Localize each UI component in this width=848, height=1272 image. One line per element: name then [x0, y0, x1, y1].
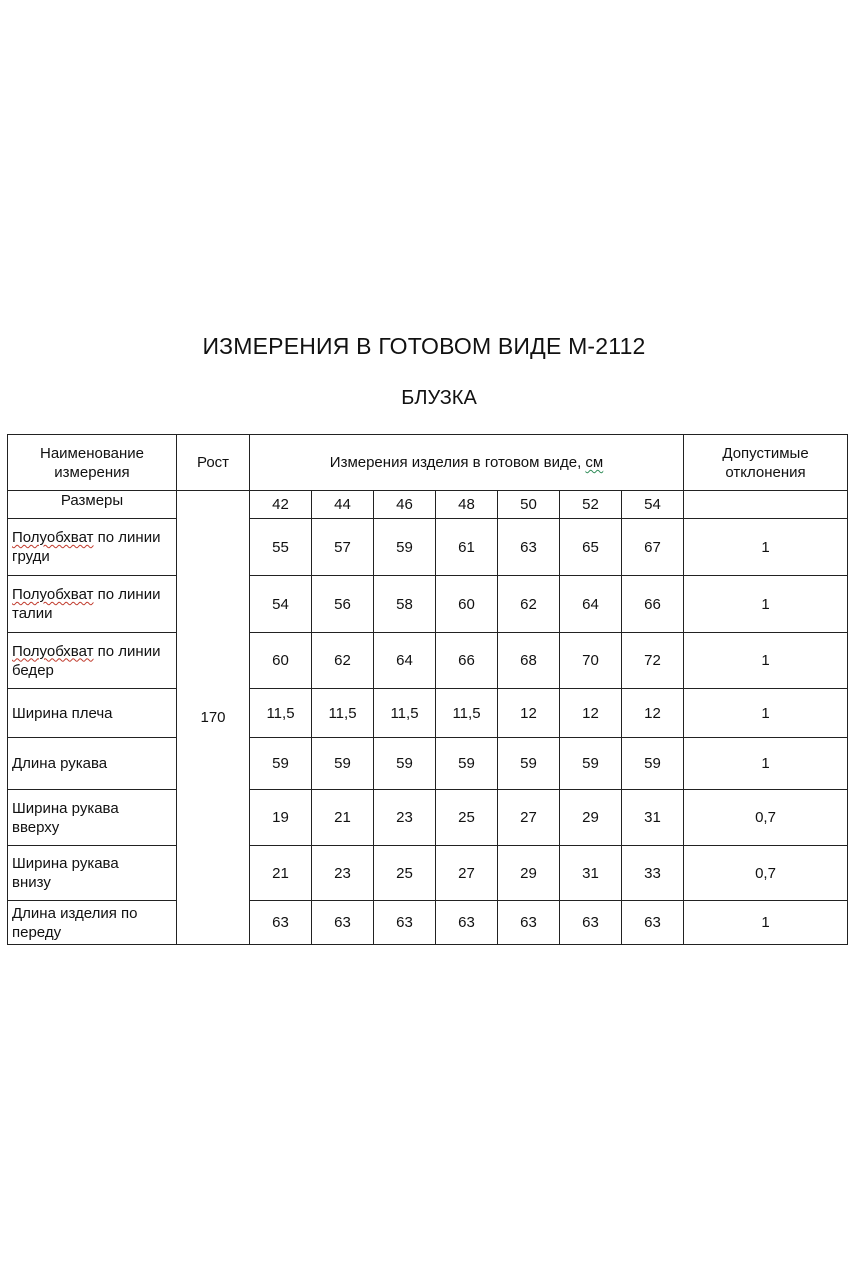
- measurement-name-line2: переду: [12, 923, 62, 941]
- measurement-value-cell: 21: [250, 846, 312, 901]
- measurement-value-cell: 68: [498, 633, 560, 689]
- measurement-value-cell: 62: [312, 633, 374, 689]
- measurement-value-cell: 63: [312, 901, 374, 945]
- measurement-value-cell: 19: [250, 790, 312, 846]
- sizes-row: [8, 491, 848, 519]
- header-height-label: Рост: [196, 454, 230, 471]
- measurement-value-cell: 23: [312, 846, 374, 901]
- measurement-name-line1: [12, 904, 176, 923]
- measurement-row: [8, 738, 848, 790]
- measurement-name-text: Ширина рукава: [12, 855, 119, 872]
- measurement-value-cell: 12: [622, 689, 684, 738]
- size-cell: 46: [374, 491, 436, 519]
- measurement-value-cell: 63: [622, 901, 684, 945]
- measurement-value-cell: 59: [560, 738, 622, 790]
- measurement-value-cell: 63: [436, 901, 498, 945]
- measurement-value-cell: 31: [622, 790, 684, 846]
- measurement-value-cell: 64: [374, 633, 436, 689]
- size-cell: 52: [560, 491, 622, 519]
- measurement-name-line1: [12, 585, 176, 604]
- header-measurements-cell: [250, 435, 684, 491]
- header-name-cell: [8, 435, 177, 491]
- tolerance-empty-cell: [684, 491, 848, 519]
- measurement-value-cell: 60: [436, 576, 498, 633]
- measurement-name-rest: по линии: [93, 529, 161, 546]
- measurement-value-cell: 59: [312, 738, 374, 790]
- measurement-value-cell: 63: [374, 901, 436, 945]
- measurement-row: [8, 519, 848, 576]
- measurement-name-cell: [8, 901, 177, 945]
- size-cell: 54: [622, 491, 684, 519]
- tolerance-value-cell: 0,7: [684, 790, 848, 846]
- measurement-value-cell: 70: [560, 633, 622, 689]
- measurement-value-cell: 65: [560, 519, 622, 576]
- measurement-row: [8, 689, 848, 738]
- measurements-table: [7, 434, 848, 945]
- measurement-value-cell: 25: [374, 846, 436, 901]
- measurement-value-cell: 58: [374, 576, 436, 633]
- measurement-value-cell: 33: [622, 846, 684, 901]
- page-subtitle: БЛУЗКА: [401, 387, 477, 409]
- size-cell: 42: [250, 491, 312, 519]
- measurement-name-cell: [8, 633, 177, 689]
- measurement-value-cell: 12: [498, 689, 560, 738]
- height-value: 170: [200, 709, 226, 726]
- measurement-name-line1: [12, 642, 176, 661]
- measurement-value-cell: 62: [498, 576, 560, 633]
- tolerance-value-cell: 1: [684, 576, 848, 633]
- header-height-cell: [177, 435, 250, 491]
- measurement-name-line2: бедер: [12, 661, 54, 679]
- header-tolerance-line2: отклонения: [725, 463, 806, 481]
- measurement-value-cell: 59: [374, 738, 436, 790]
- size-cell: 44: [312, 491, 374, 519]
- measurement-name-spellcheck: Полуобхват: [12, 642, 94, 660]
- header-measurements-unit: см: [585, 454, 604, 471]
- measurement-value-cell: 27: [436, 846, 498, 901]
- measurement-value-cell: 72: [622, 633, 684, 689]
- measurement-value-cell: 21: [312, 790, 374, 846]
- size-cell: 48: [436, 491, 498, 519]
- measurement-value-cell: 12: [560, 689, 622, 738]
- measurement-value-cell: 57: [312, 519, 374, 576]
- header-tolerance-line1: Допустимые: [722, 444, 809, 462]
- measurement-value-cell: 11,5: [436, 689, 498, 738]
- measurement-value-cell: 59: [498, 738, 560, 790]
- header-name-line2: измерения: [54, 463, 130, 481]
- sizes-label-cell: [8, 491, 177, 519]
- tolerance-value-cell: 1: [684, 519, 848, 576]
- tolerance-value-cell: 0,7: [684, 846, 848, 901]
- measurement-name-line2: вверху: [12, 818, 60, 836]
- sizes-label: Размеры: [60, 492, 124, 509]
- measurement-value-cell: 59: [622, 738, 684, 790]
- measurement-name-rest: по линии: [93, 586, 161, 603]
- measurement-value-cell: 59: [250, 738, 312, 790]
- measurement-name-cell: [8, 738, 177, 790]
- measurement-name-cell: [8, 689, 177, 738]
- measurement-name-line2: внизу: [12, 874, 51, 891]
- tolerance-value-cell: 1: [684, 901, 848, 945]
- measurement-name-text: Длина изделия по: [12, 904, 138, 922]
- measurement-name-cell: [8, 790, 177, 846]
- measurement-value-cell: 66: [436, 633, 498, 689]
- measurement-value-cell: 59: [374, 519, 436, 576]
- measurement-value-cell: 63: [498, 901, 560, 945]
- measurement-name-text: Ширина рукава: [12, 799, 119, 817]
- measurement-name-line1: [12, 528, 176, 547]
- measurement-name-text: Ширина плеча: [12, 704, 113, 722]
- measurement-value-cell: 11,5: [312, 689, 374, 738]
- measurement-name-line2: талии: [12, 605, 53, 622]
- size-cell: 50: [498, 491, 560, 519]
- table-header-row: [8, 435, 848, 491]
- measurement-value-cell: 31: [560, 846, 622, 901]
- measurement-name-line1: [12, 799, 176, 818]
- measurement-value-cell: 55: [250, 519, 312, 576]
- measurement-value-cell: 63: [498, 519, 560, 576]
- measurement-value-cell: 11,5: [250, 689, 312, 738]
- height-value-cell: [177, 491, 250, 945]
- measurement-name-line1: [12, 854, 176, 873]
- measurement-value-cell: 25: [436, 790, 498, 846]
- header-measurements-label: Измерения изделия в готовом виде,: [329, 454, 586, 471]
- measurement-value-cell: 54: [250, 576, 312, 633]
- measurement-row: [8, 846, 848, 901]
- measurement-value-cell: 63: [250, 901, 312, 945]
- measurement-name-rest: по линии: [93, 642, 161, 660]
- measurement-value-cell: 59: [436, 738, 498, 790]
- measurement-value-cell: 23: [374, 790, 436, 846]
- measurement-value-cell: 64: [560, 576, 622, 633]
- measurement-row: [8, 901, 848, 945]
- tolerance-value-cell: 1: [684, 689, 848, 738]
- table-body: [8, 435, 848, 945]
- measurement-name-spellcheck: Полуобхват: [12, 529, 94, 546]
- tolerance-value-cell: 1: [684, 633, 848, 689]
- measurement-value-cell: 67: [622, 519, 684, 576]
- measurement-name-line1: [12, 704, 176, 723]
- measurement-value-cell: 27: [498, 790, 560, 846]
- measurement-name-cell: [8, 846, 177, 901]
- measurement-value-cell: 11,5: [374, 689, 436, 738]
- tolerance-value-cell: 1: [684, 738, 848, 790]
- measurement-value-cell: 56: [312, 576, 374, 633]
- measurement-value-cell: 29: [560, 790, 622, 846]
- header-tolerance-cell: [684, 435, 848, 491]
- measurement-value-cell: 63: [560, 901, 622, 945]
- header-name-line1: Наименование: [40, 444, 144, 462]
- measurement-value-cell: 61: [436, 519, 498, 576]
- measurement-value-cell: 60: [250, 633, 312, 689]
- measurement-row: [8, 790, 848, 846]
- measurement-value-cell: 66: [622, 576, 684, 633]
- measurement-name-line2: груди: [12, 548, 50, 565]
- measurement-name-cell: [8, 576, 177, 633]
- measurement-name-cell: [8, 519, 177, 576]
- measurement-name-spellcheck: Полуобхват: [12, 586, 94, 603]
- measurement-value-cell: 29: [498, 846, 560, 901]
- measurement-row: [8, 633, 848, 689]
- measurement-name-line1: [12, 754, 176, 773]
- page-title: ИЗМЕРЕНИЯ В ГОТОВОМ ВИДЕ М-2112: [202, 333, 646, 359]
- measurement-name-text: Длина рукава: [12, 755, 108, 772]
- measurement-row: [8, 576, 848, 633]
